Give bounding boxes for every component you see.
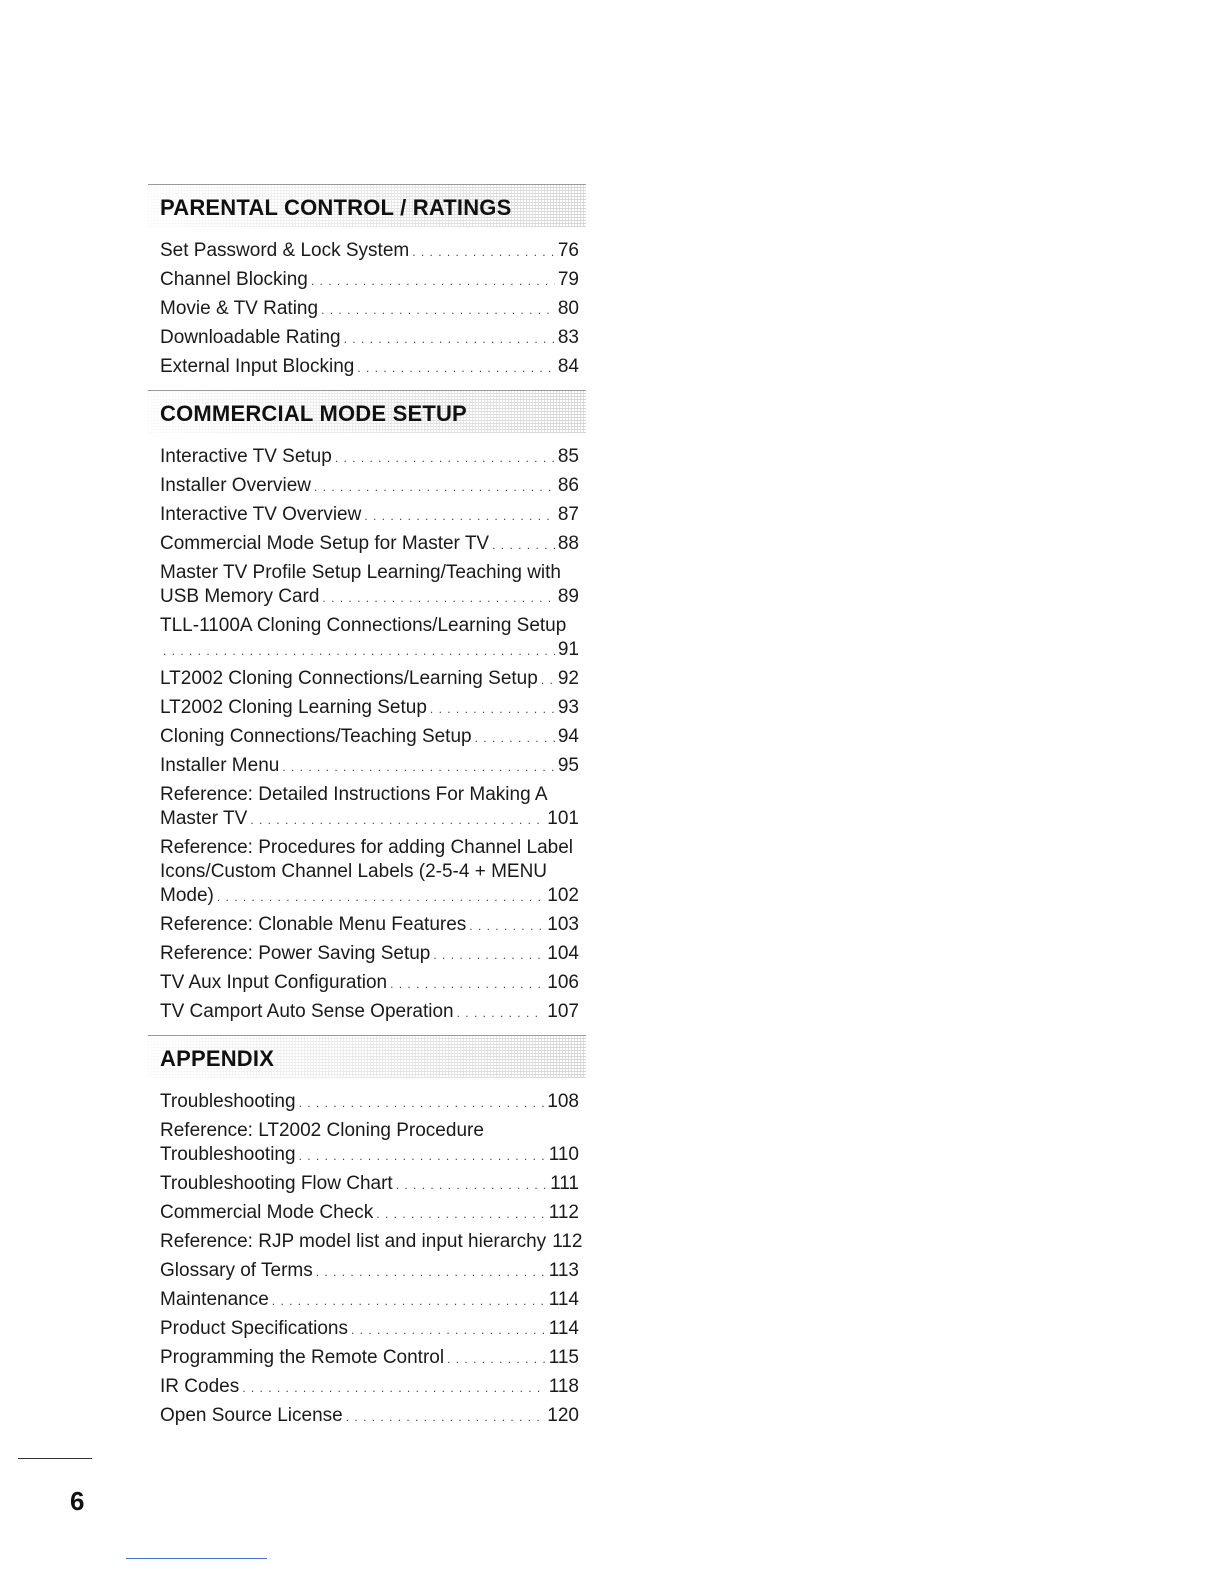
dot-leader <box>396 1173 547 1197</box>
toc-entry-title: Installer Overview <box>160 475 311 496</box>
dot-leader <box>412 240 555 264</box>
toc-entry <box>160 694 579 723</box>
toc-entry-title: Reference: Power Saving Setup <box>160 943 431 964</box>
toc-entry-title-line: Master TV Profile Setup Learning/Teaching with <box>160 562 561 583</box>
dot-leader <box>344 327 555 351</box>
toc-entry-title: Reference: RJP model list and input hierarchy <box>160 1231 547 1252</box>
section-header <box>148 184 586 227</box>
toc-entry <box>160 1199 579 1228</box>
toc-entry-title: Open Source License <box>160 1405 343 1426</box>
toc-entry-page: 118 <box>548 1376 579 1397</box>
toc-entry-page: 112 <box>552 1231 583 1252</box>
toc-entry-title: Interactive TV Setup <box>160 446 332 467</box>
section-title: COMMERCIAL MODE SETUP <box>160 401 467 426</box>
toc-entry-title: Commercial Mode Check <box>160 1202 374 1223</box>
toc-entry-title: Troubleshooting <box>160 1091 296 1112</box>
dot-leader <box>299 1144 546 1168</box>
toc-entry-title: Installer Menu <box>160 755 280 776</box>
toc-entry-title: LT2002 Cloning Connections/Learning Setup <box>160 668 538 689</box>
toc-entry-page: 106 <box>547 972 579 993</box>
toc-entry <box>160 295 579 324</box>
toc-entry-page: 88 <box>557 533 579 554</box>
toc-entry-page: 112 <box>548 1202 579 1223</box>
toc-entry-page: 104 <box>547 943 579 964</box>
dot-leader <box>364 504 555 528</box>
dot-leader <box>351 1318 546 1342</box>
dot-leader <box>433 943 544 967</box>
toc-entry-title: USB Memory Card <box>160 586 320 607</box>
toc-entry-page: 80 <box>557 298 579 319</box>
toc-entry <box>160 940 579 969</box>
toc-entry-title: LT2002 Cloning Learning Setup <box>160 697 427 718</box>
toc-entry-title: Interactive TV Overview <box>160 504 362 525</box>
toc-entry-page: 102 <box>547 885 579 906</box>
toc-entry <box>160 559 579 612</box>
toc-entry <box>160 1373 579 1402</box>
toc-entry-page: 101 <box>547 808 579 829</box>
dot-leader <box>541 668 555 692</box>
toc-entry <box>160 1228 583 1257</box>
toc-entry-page: 83 <box>557 327 579 348</box>
dot-leader <box>217 885 544 909</box>
toc-entry-title: Set Password & Lock System <box>160 240 410 261</box>
toc-entry <box>160 911 579 940</box>
toc-entry-title: Master TV <box>160 808 248 829</box>
toc-entry-page: 114 <box>548 1318 579 1339</box>
toc-entry <box>160 969 579 998</box>
footer-rule <box>18 1458 92 1459</box>
toc-entry-title: Reference: Clonable Menu Features <box>160 914 467 935</box>
dot-leader <box>469 914 544 938</box>
dot-leader <box>242 1376 546 1400</box>
toc-entry-title: Troubleshooting Flow Chart <box>160 1173 393 1194</box>
toc-entry-page: 89 <box>557 586 579 607</box>
toc-entry-title: Channel Blocking <box>160 269 308 290</box>
toc-entry-title: TV Aux Input Configuration <box>160 972 388 993</box>
dot-leader <box>322 586 554 610</box>
toc-entry-title: Mode) <box>160 885 214 906</box>
toc-entry-list <box>148 1088 586 1431</box>
toc-entry-page: 93 <box>557 697 579 718</box>
dot-leader <box>492 533 555 557</box>
toc-entry <box>160 353 579 382</box>
toc-entry <box>160 998 579 1027</box>
toc-entry-page: 114 <box>548 1289 579 1310</box>
dot-leader <box>346 1405 545 1429</box>
toc-entry-title: Cloning Connections/Teaching Setup <box>160 726 472 747</box>
toc-entry-title-line: Reference: LT2002 Cloning Procedure <box>160 1120 484 1141</box>
toc-entry-title: External Input Blocking <box>160 356 355 377</box>
toc-entry-title: Glossary of Terms <box>160 1260 313 1281</box>
dot-leader <box>250 808 544 832</box>
toc-entry-page: 76 <box>557 240 579 261</box>
toc-entry-page: 120 <box>547 1405 579 1426</box>
dot-leader <box>282 755 555 779</box>
dot-leader <box>390 972 544 996</box>
toc-entry <box>160 472 579 501</box>
toc-entry-page: 85 <box>557 446 579 467</box>
toc-entry-page: 111 <box>550 1173 579 1194</box>
dot-leader <box>163 639 555 663</box>
toc-entry <box>160 781 579 834</box>
toc-entry <box>160 752 579 781</box>
toc-entry-page: 113 <box>548 1260 579 1281</box>
section-title: PARENTAL CONTROL / RATINGS <box>160 195 512 220</box>
toc-entry-title: IR Codes <box>160 1376 240 1397</box>
toc-entry-page: 110 <box>548 1144 579 1165</box>
toc-entry-title: Programming the Remote Control <box>160 1347 445 1368</box>
toc-entry-title: Troubleshooting <box>160 1144 296 1165</box>
toc-entry-page: 92 <box>557 668 579 689</box>
dot-leader <box>457 1001 545 1025</box>
toc-entry-title: Commercial Mode Setup for Master TV <box>160 533 490 554</box>
toc-entry-list <box>148 443 586 1027</box>
toc-entry-page: 95 <box>557 755 579 776</box>
page-number: 6 <box>70 1486 85 1516</box>
toc-entry <box>160 530 579 559</box>
toc-entry <box>160 834 579 911</box>
toc-entry <box>160 1088 579 1117</box>
toc-entry <box>160 723 579 752</box>
toc-entry-title: Movie & TV Rating <box>160 298 319 319</box>
section-title: APPENDIX <box>160 1046 275 1071</box>
toc-entry <box>160 1344 579 1373</box>
toc-entry <box>160 1286 579 1315</box>
dot-leader <box>335 446 555 470</box>
toc-entry-page: 107 <box>547 1001 579 1022</box>
dot-leader <box>314 475 555 499</box>
toc-entry <box>160 266 579 295</box>
toc-entry <box>160 1257 579 1286</box>
toc-entry-page: 94 <box>557 726 579 747</box>
toc-entry-page: 84 <box>557 356 579 377</box>
toc-entry <box>160 237 579 266</box>
toc-entry-title-line: Reference: Detailed Instructions For Making A <box>160 784 548 805</box>
toc-entry-page: 86 <box>557 475 579 496</box>
toc-entry-title: Maintenance <box>160 1289 269 1310</box>
toc-entry <box>160 501 579 530</box>
toc-entry-page: 91 <box>557 639 579 660</box>
toc-entry <box>160 612 579 665</box>
dot-leader <box>357 356 555 380</box>
dot-leader <box>430 697 555 721</box>
toc-entry-title: TV Camport Auto Sense Operation <box>160 1001 454 1022</box>
table-of-contents <box>148 184 586 1439</box>
toc-entry <box>160 1402 579 1431</box>
toc-entry-title: Product Specifications <box>160 1318 348 1339</box>
dot-leader <box>376 1202 545 1226</box>
dot-leader <box>321 298 555 322</box>
dot-leader <box>475 726 555 750</box>
toc-entry <box>160 1315 579 1344</box>
section-header <box>148 390 586 433</box>
toc-entry-title-line: TLL-1100A Cloning Connections/Learning Setup <box>160 615 567 636</box>
toc-entry-title-line: Reference: Procedures for adding Channel Label Icons/Custom Channel Labels (2-5-4 + MENU <box>160 837 573 882</box>
toc-entry <box>160 665 579 694</box>
dot-leader <box>272 1289 546 1313</box>
dot-leader <box>447 1347 546 1371</box>
toc-entry-page: 108 <box>547 1091 579 1112</box>
dot-leader <box>316 1260 546 1284</box>
toc-entry <box>160 1117 579 1170</box>
dot-leader <box>311 269 555 293</box>
toc-entry <box>160 324 579 353</box>
toc-entry-page: 87 <box>557 504 579 525</box>
toc-entry <box>160 1170 579 1199</box>
toc-entry-page: 103 <box>547 914 579 935</box>
bottom-link-rule <box>126 1558 267 1559</box>
toc-entry-list <box>148 237 586 382</box>
dot-leader <box>299 1091 545 1115</box>
toc-entry <box>160 443 579 472</box>
toc-entry-page: 115 <box>548 1347 579 1368</box>
toc-entry-page: 79 <box>557 269 579 290</box>
section-header <box>148 1035 586 1078</box>
toc-entry-title: Downloadable Rating <box>160 327 341 348</box>
